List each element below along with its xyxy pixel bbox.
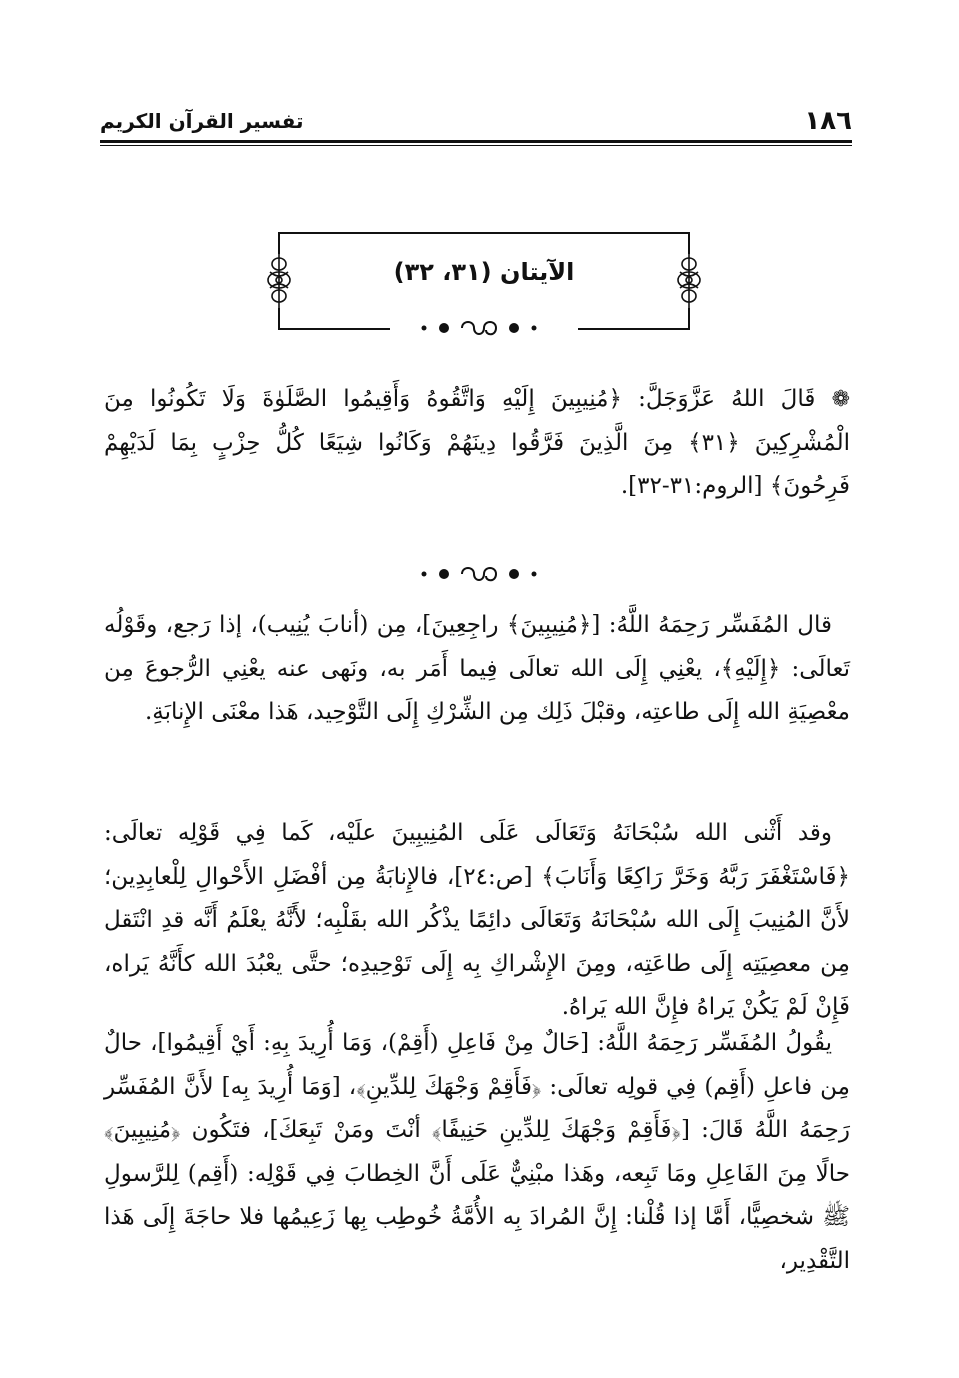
dots-ornament-icon xyxy=(414,564,544,584)
page-number: ١٨٦ xyxy=(804,106,852,136)
frame-left-border-bottom xyxy=(278,308,280,330)
paragraph-text: يقُولُ المُفَسِّر رَحِمَهُ اللَّهُ: [حَالٌ مِنْ فَاعِلِ (أَقِمْ)، وَمَا أُرِيدَ بِهِ: أَيْ أَقِيمُوا]، حالٌ مِن فاعلِ (أَقِم) فِي قولِه تعالَى: ﴿فَأَقِمْ وَجْهَكَ لِلدِّينِ﴾، [وَمَا أُرِيدَ بِه] لأَنَّ المُفَسِّر رَحِمَهُ اللَّهُ قَالَ: [﴿فَأَقِمْ وَجْهَكَ لِلدِّينِ حَنِيفًا﴾ أنْتَ ومَنْ تَبِعَكَ]، فتَكُون ﴿مُنِيبِينَ﴾ حالًا مِنَ الفَاعِلِ ومَا تَبِعه، وهَذا مبْنِيٌّ عَلَى أَنَّ الخِطابَ فِي قَوْلِه: (أَقِم) لِلرَّسولِ ﷺ شخصِيًّا، أَمَّا إذا قُلْنا: إِنَّ المُرادَ بِه الأُمَّةُ خُوطِب بِها زَعِيمُها فلا حاجَةَ إِلَى هَذا التَّقْدِير، xyxy=(104,1030,850,1274)
running-header xyxy=(100,104,852,140)
section-title-frame xyxy=(278,232,690,330)
frame-bottom-left-border xyxy=(278,328,390,330)
paragraph-text: قال المُفَسِّر رَحِمَهُ اللَّهُ: [﴿مُنِيبِينَ﴾ راجِعِينَ]، مِن (أنابَ يُنِيب)، إذا رَجع، وقَوْلُه تَعالَى: ﴿إِلَيْهِ﴾، يعْنِي إِلَى الله تعالَى فِيما أَمَر به، ونَهى عنه يعْنِي الرُّجوعَ مِن معْصِيَةِ الله إِلَى طاعتِه، وقبْلَ ذَلِك مِن الشِّرْكِ إِلَى التَّوْحِيد، هَذا معْنَى الإِنابَةِ. xyxy=(104,612,850,725)
header-rule xyxy=(100,140,852,143)
section-title: الآيتان (٣١، ٣٢) xyxy=(393,258,575,286)
frame-bottom-right-border xyxy=(578,328,690,330)
verse-text: قَالَ اللهُ عَزَّوَجَلَّ: ﴿مُنِيبِينَ إِلَيْهِ وَاتَّقُوهُ وَأَقِيمُوا الصَّلَوٰةَ وَلَا تَكُونُوا مِنَ الْمُشْرِكِينَ ﴿٣١﴾ مِنَ الَّذِينَ فَرَّقُوا دِينَهُمْ وَكَانُوا شِيَعًا كُلُّ حِزْبٍ بِمَا لَدَيْهِمْ فَرِحُونَ﴾ [الروم:٣١-٣٢]. xyxy=(104,386,850,499)
header-rule-thin xyxy=(100,145,852,146)
frame-top-border xyxy=(278,232,690,234)
celtic-knot-icon xyxy=(674,250,704,310)
quran-verse xyxy=(104,378,850,509)
frame-right-border-bottom xyxy=(688,308,690,330)
paragraph xyxy=(104,604,850,735)
paragraph-text: وقد أَثْنى الله سُبْحَانَهُ وَتَعَالَى عَلَى المُنِيبِينَ علَيْه، كَما فِي قَوْلِه تعالَى: ﴿فَاسْتَغْفَرَ رَبَّهُ وَخَرَّ رَاكِعًا وَأَنَابَ﴾ [ص:٢٤]، فالإِنابَةُ مِن أفْضَلِ الأَحْوالِ لِلْعابِدِين؛ لأَنَّ المُنِيبَ إِلَى الله سُبْحَانَهُ وَتَعَالَى دائِمًا يذْكُر الله بقَلْبِه؛ لأَنَّهُ يعْلَمُ أَنَّه قدِ انْتَقل مِن معصِيَتِه إِلَى طاعَتِه، ومِنَ الإِشْراكِ بِه إِلَى تَوْحِيدِه؛ حتَّى يعْبُدَ الله كأَنَّهُ يَراه، فَإِنْ لَمْ يَكُنْ يَراهُ فإِنَّ الله يَراهُ. xyxy=(104,820,850,1020)
celtic-knot-icon xyxy=(264,250,294,310)
dots-ornament-icon xyxy=(414,318,544,338)
paragraph xyxy=(104,812,850,1030)
book-title: تفسير القرآن الكريم xyxy=(100,109,304,133)
paragraph xyxy=(104,1022,850,1283)
flower-icon: ❁ xyxy=(831,387,850,412)
